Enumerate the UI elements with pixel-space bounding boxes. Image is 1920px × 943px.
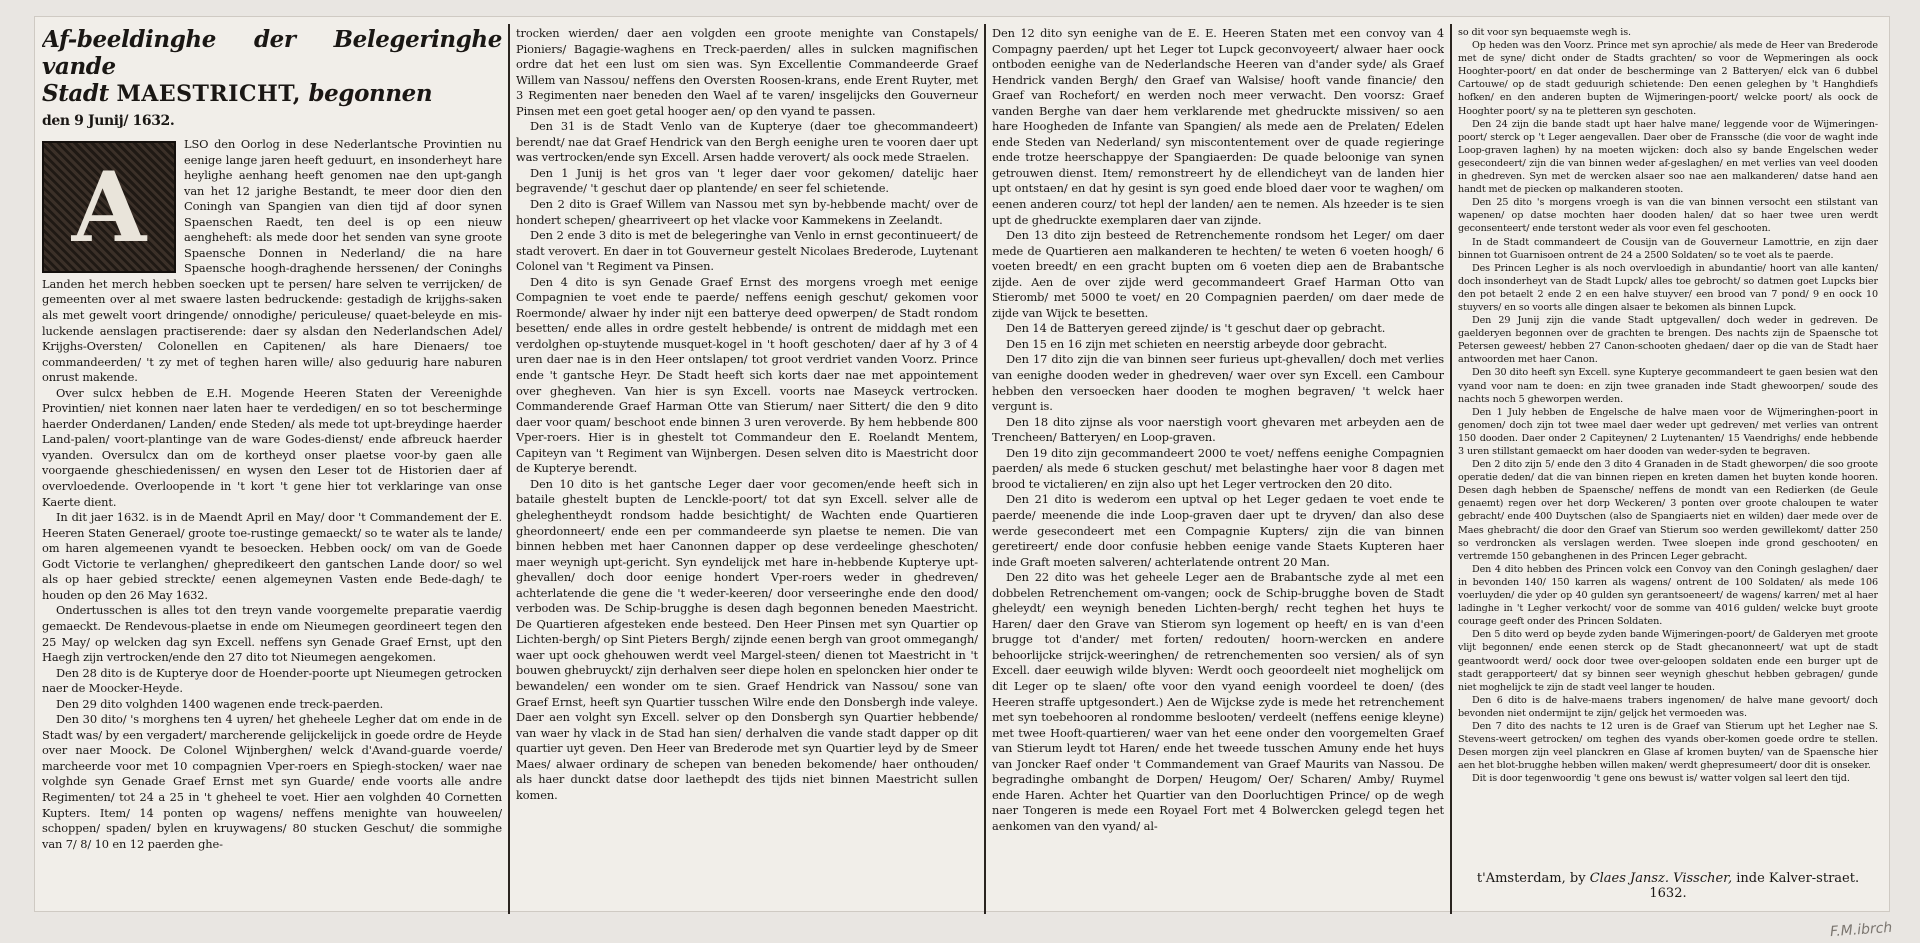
paragraph: Den 29 Junij zijn die vande Stadt uptgevallen/ doch weder in gedreven. De gaelderyen begonnen over de grachten te brengen. Des nachts zijn de Spaensche tot Petersen geweest/ hebben 27 Canon-schooten ghedaen/ daer op die van de Stadt haer antwoorden met haer Canon. (1458, 315, 1878, 366)
paragraph: Den 19 dito zijn gecommandeert 2000 te voet/ neffens eenighe Compagnien paerden/ als mede 6 stucken geschut/ met belastinghe haer voor 8 dagen met brood te victalieren/ en zijn also upt het Leger vertrocken den 20 dito. (992, 445, 1444, 491)
paragraph: Den 17 dito zijn die van binnen seer furieus upt-ghevallen/ doch met verlies van eenighe dooden weder in ghedreven/ waer over syn Excell. een Cambour hebben den versoecken haer dooden te moghen begraven/ 't welck haer vergunt is. (992, 352, 1444, 414)
paragraph: LSO den Oorlog in dese Nederlantsche Provintien nu eenige lange jaren heeft geduurt, en insonderheyt hare heylighe aenhang heeft genomen nae den upt-gangh van het 12 jarighe Bestandt, te meer door dien den Coningh van Spangien van dien tijd af door synen Spaenschen Raedt, ten deel is op een nieuw aengheheft: als mede door het senden van syne groote Spaensche Donnen in Nederland/ die na hare Spaensche hoogh-draghende herssenen/ der Coninghs Landen het merch hebben soecken upt te persen/ hare selven te verrijcken/ de gemeenten over al met swaere lasten bedruckende: gestadigh de krijghs-saken als met gewelt voort dringende/ onnodighe/ periculeuse/ quaet-beleyde en mis-luckende aenslagen practiserende: daer sy alsdan den Nederlandschen Adel/ Krijghs-Oversten/ Colonellen en Capitenen/ als hare Dienaers/ toe commandeerden/ 't zy met of teghen haren wille/ also geduurig hare naburen onrust makende. (42, 137, 502, 385)
title-line-1: Af-beeldinghe der Belegeringhe vande (42, 26, 502, 80)
paragraph: Den 4 dito is syn Genade Graef Ernst des morgens vroegh met eenige Compagnien te voet ende te paerde/ neffens eenigh geschut/ gekomen voor Roermonde/ alwaer hy inder nijt een batterye deed opwerpen/ de Stadt rondom besetten/ ende alles in ordre gestelt hebbende/ is ontrent de middagh met een verdolghen op-stuytende musquet-kogel in 't hooft geschoten/ daer af hy 3 of 4 uren daer nae is in den Heer ontslapen/ tot groot verdriet vanden Voorz. Prince ende 't gantsche Heyr. De Stadt heeft sich korts daer nae met appointement over ghegheven. Van hier is syn Excell. voorts nae Maseyck vertrocken. Commanderende Graef Harman Otte van Stierum/ naer Sittert/ die den 9 dito daer voor quam/ beschoot ende binnen 3 uren veroverde. By hem hebbende 800 Vper-roers. Hier is in ghestelt tot Commandeur den E. Roelandt Mentem, Capiteyn van 't Regiment van Wijnbergen. Desen selven dito is Maestricht door de Kupterye berendt. (516, 274, 978, 476)
title-date: den 9 Junij/ 1632. (42, 113, 175, 129)
page-title (42, 26, 502, 135)
paragraph: Den 2 dito is Graef Willem van Nassou met syn by-hebbende macht/ over de hondert schepen/ ghearriveert op het vlacke voor Kammekens in Zeelandt. (516, 197, 978, 227)
paragraph: Den 10 dito is het gantsche Leger daer voor gecomen/ende heeft sich in bataile ghestelt bupten de Lenckle-poort/ tot dat syn Excell. selver alle de gheleghentheydt rondsom hadde besichtight/ de Wachten ende Quartieren gheordonneert/ ende een per commandeerde syn plaetse te nemen. Die van binnen hebben met haer Canonnen dapper op dese verdeelinge gheschoten/ maer weynigh upt-gericht. Syn eyndelijck met hare in-hebbende Kupterye upt-ghevallen/ doch door eenige hondert Vper-roers weder in ghedreven/ achterlatende die gene die 't weder-keeren/ door verseeringhe ende den dood/ verboden was. De Schip-brugghe is desen dagh begonnen beneden Maestricht. De Quartieren afgesteken ende besteed. Den Heer Pinsen met syn Quartier op Lichten-bergh/ op Sint Pieters Bergh/ zijnde eenen bergh van groot ommegangh/ waer upt oock ghehouwen werdt veel Margel-steen/ dienen tot Maestricht in 't bouwen ghebruyckt/ zijn derhalven seer diepe holen en speloncken hier onder te bewandelen/ een wonder om te sien. Graef Hendrick van Nassou/ sone van Graef Ernst, heeft syn Quartier tusschen Wilre ende den Donsbergh inde valeye. Daer aen volght syn Excell. selver op den Donsbergh syn Quartier hebbende/ van waer hy vlack in de Stad han sien/ derhalven die vande stadt dapper op dit quartier uyt geven. Den Heer van Brederode met syn Quartier leyd by de Smeer Maes/ alwaer ordinary de schepen van beneden bekomende/ haer onthouden/ als haer dunckt datse door laethepdt des tijds niet binnen Maestricht sullen komen. (516, 476, 978, 802)
paragraph: Op heden was den Voorz. Prince met syn aprochie/ als mede de Heer van Brederode met de syne/ dicht onder de Stadts grachten/ so voor de Wepmeringen als oock Hooghter-poort/ en dat onder de bescherminge van 2 Batteryen/ elck van 6 dubbel Cartouwe/ op de stadt geduurigh schietende: Den eenen geleghen by 't Hanghdiefs hofken/ en den anderen bupten de Wijmeringen-poort/ welcke poort/ als oock de Hooghter poort/ sy na te pletteren syn geschoten. (1458, 40, 1878, 117)
handwritten-signature: F.M.ibrch (1829, 919, 1893, 941)
column-1 (42, 26, 502, 902)
publisher-name: Claes Jansz. Visscher, (1589, 871, 1733, 886)
paragraph: Den 2 ende 3 dito is met de belegeringhe van Venlo in ernst gecontinueert/ de stadt verovert. En daer in tot Gouverneur gestelt Nicolaes Brederode, Luytenant Colonel van 't Regiment va Pinsen. (516, 228, 978, 274)
paragraph: Des Princen Legher is als noch overvloedigh in abundantie/ hoort van alle kanten/ doch insonderheyt van de Stadt Lupck/ alles toe gebrocht/ so datmen goet Lupcks bier den pot betaelt 2 ende 2 en een halve stuyver/ een brood van 7 pond/ 9 en oock 10 stuyvers/ en so voorts alle dingen alsaer te bekomen als binnen Lupck. (1458, 262, 1878, 313)
paragraph: Den 22 dito was het geheele Leger aen de Brabantsche zyde al met een dobbelen Retrenchement om-vangen; oock de Schip-brugghe boven de Stadt gheleydt/ een weynigh beneden Lichten-bergh/ recht teghen het huys te Haren/ daer den Grave van Stierom syn logement op heeft/ en is van d'een brugge tot d'ander/ met forten/ redouten/ hoorn-wercken en andere behoorlijcke strijck-weeringhen/ de retrenchementen soo versien/ als of syn Excell. daer eeuwigh wilde blyven: Werdt ooch geoordeelt niet moghelijck om dit Leger op te slaen/ ofte voor den vyand eenigh voordeel te doen/ (des Heeren straffe uptgesondert.) Aen de Wijckse zyde is mede het retrenchement met syn toebehooren al rondomme beslooten/ verdeelt (neffens eenige kleyne) met twee Hooft-quartieren/ waer van het eene onder den voorgemelten Graef van Stierum leydt tot Haren/ ende het tweede tusschen Amuny ende het huys van Joncker Raef onder 't Commandement van Graef Maurits van Nassou. De begradinghe ombanght de Dorpen/ Heugom/ Oer/ Scharen/ Amby/ Ruymel ende Haren. Achter het Quartier van den Doorluchtigen Prince/ op de wegh naer Tongeren is mede een Royael Fort met 4 Bolwercken gelegd tegen het aenkomen van den vyand/ al- (992, 570, 1444, 833)
paragraph: Den 25 dito 's morgens vroegh is van die van binnen versocht een stilstant van wapenen/ op datse mochten haer dooden halen/ dat so haer twee uren werdt geconsenteert/ ende terstont weder als voor even fel geschooten. (1458, 197, 1878, 235)
column-divider (984, 24, 986, 914)
title-line-2: Stadt MAESTRICHT, begonnen (42, 80, 433, 107)
paragraph: Den 1 July hebben de Engelsche de halve maen voor de Wijmeringhen-poort in genomen/ doch zijn tot twee mael daer weder upt gedreven/ met verlies van ontrent 150 dooden. Daer onder 2 Capiteynen/ 2 Luytenanten/ 15 Vaendrighs/ ende hebbende 3 uren stillstant gemaeckt om haer dooden van weder-syden te begraven. (1458, 406, 1878, 457)
column-divider (508, 24, 510, 914)
paragraph: Den 18 dito zijnse als voor naerstigh voort ghevaren met arbeyden aen de Trencheen/ Batteryen/ en Loop-graven. (992, 414, 1444, 445)
publisher-imprint: t'Amsterdam, by Claes Jansz. Visscher, inde Kalver-straet. 1632. (1476, 871, 1860, 901)
paragraph: so dit voor syn bequaemste wegh is. (1458, 27, 1631, 38)
paragraph: Ondertusschen is alles tot den treyn vande voorgemelte preparatie vaerdig gemaeckt. De Rendevous-plaetse in ende om Nieumegen geordineert tegen den 25 May/ op welcken dag syn Excell. neffens syn Genade Graef Ernst, upt den Haegh zijn vertrocken/ende den 27 dito tot Nieumegen aengekomen. (42, 603, 502, 665)
paragraph: Den 31 is de Stadt Venlo van de Kupterye (daer toe ghecommandeert) berendt/ nae dat Graef Hendrick van den Bergh eenighe uren te vooren daer upt was vertrocken/ende syn Excell. Arsen hadde verovert/ als oock mede Straelen. (516, 119, 978, 165)
city-name: MAESTRICHT, (116, 81, 301, 107)
paragraph: Den 12 dito syn eenighe van de E. E. Heeren Staten met een convoy van 4 Compagny paerden/ upt het Leger tot Lupck geconvoyeert/ alwaer haer oock ontboden eenighe van de Nederlandsche Heeren van d'ander syde/ als Graef Hendrick vanden Bergh/ den Graef van Walsise/ hooft vande financie/ den Graef van Rochefort/ en werden noch meer verwacht. Den voorsz: Graef vanden Berghe van daer hem verklarende met ghedruckte missiven/ so aen hare Hoogheden de Infante van Spangien/ als mede aen de Prelaten/ Edelen ende Steden van Nederland/ syn miscontentement over de quade regieringe ende trotze heerschappye der Spangiaerden: De quade beloonige van synen getrouwen dienst. Item/ remonstreert hy de ellendicheyt van de landen hier upt ontstaen/ en dat hy gesint is syn goed ende bloed daer voor te waghen/ om eenen anderen courz/ tot hepl der landen/ aen te nemen. Als hzeeder is te sien upt de ghedruckte exemplaren daer van zijnde. (992, 26, 1444, 227)
paragraph: In de Stadt commandeert de Cousijn van de Gouverneur Lamottrie, en zijn daer binnen tot Guarnisoen ontrent de 24 a 2500 Soldaten/ so te voet als te paerde. (1458, 236, 1878, 261)
paragraph: Den 30 dito/ 's morghens ten 4 uyren/ het gheheele Legher dat om ende in de Stadt was/ by een vergadert/ marcherende gelijckelijck in goede ordre de Heyde over naer Moock. De Colonel Wijnberghen/ welck d'Avand-guarde voerde/ marcheerde voor met 10 compagnien Vper-roers en Spiegh-stocken/ waer nae volghde syn Genade Graef Ernst met syn Guarde/ ende voorts alle andre Regimenten/ tot 24 a 25 in 't gheheel te voet. Hier aen volghden 40 Cornetten Kupters. Item/ 14 ponten op wagens/ neffens menighte van houweelen/ schoppen/ spaden/ bylen en kruywagens/ 80 stucken Geschut/ die sommighe van 7/ 8/ 10 en 12 paerden ghe- (42, 712, 502, 851)
column-4 (1458, 26, 1878, 864)
column-2 (516, 26, 978, 902)
column-divider (1450, 24, 1452, 914)
paragraph: Den 13 dito zijn besteed de Retrenchemente rondsom het Leger/ om daer mede de Quartieren aen malkanderen te hechten/ te weten 6 voeten hoogh/ 6 voeten breedt/ en een gracht bupten om 6 voeten diep aen de Brabantsche zijde. Aen de over zijde werd gecommandeert Graef Harman Otto van Stieromb/ met 5000 te voet/ en 20 Compagnien paerden/ om daer mede de zijde van Wijck te besetten. (992, 228, 1444, 320)
paragraph: Den 4 dito hebben des Princen volck een Convoy van den Coningh geslaghen/ daer in bevonden 140/ 150 karren als wagens/ ontrent de 100 Soldaten/ als mede 106 voerluyden/ die yder op 40 gulden syn gerantsoeneert/ de wagens/ karren/ met al haer ladinghe in 't Legher verkocht/ voor de somme van 4016 gulden/ welcke buyt groote courage geeft onder des Princen Soldaten. (1458, 563, 1878, 628)
paragraph: Den 5 dito werd op beyde zyden bande Wijmeringen-poort/ de Galderyen met groote vlijt begonnen/ ende eenen sterck op de Stadt ghecanonneert/ wat upt de stadt geantwoordt werd/ oock door twee over-geloopen soldaten ende een burger upt de stadt gerapporteert/ dat sy binnen seer weynigh gheschut hebben gebragen/ gunde niet moghelijck te zijn de stadt veel langer te houden. (1458, 629, 1878, 693)
paragraph: Den 15 en 16 zijn met schieten en neerstig arbeyde door gebracht. (1006, 336, 1388, 351)
paragraph: Den 24 zijn die bande stadt upt haer halve mane/ leggende voor de Wijmeringen-poort/ sterck op 't Leger aengevallen. Daer ober de Franssche (die voor de waght inde Loop-graven laghen) hy na moeten wijcken: doch also sy bande Engelschen weder gesecondeert/ zijn die van binnen weder af-geslaghen/ en met verlies van veel dooden in ghedreven. Syn met de wercken alsaer soo nae aen malkanderen/ datse hand aen handt met de piecken op malkanderen stooten. (1458, 118, 1878, 196)
paragraph: trocken wierden/ daer aen volgden een groote menighte van Constapels/ Pioniers/ Bagagie-waghens en Treck-paerden/ alles in sulcken magnifischen ordre dat het een lust om sien was. Syn Excellentie Commandeerde Graef Willem van Nassou/ neffens den Oversten Roosen-krans, ende Erent Ruyter, met 3 Regimenten naer beneden den Wael af te varen/ insgelijcks den Gouverneur Pinsen met een goet getal hooger aen/ op den vyand te passen. (516, 26, 978, 118)
paragraph: Den 7 dito des nachts te 12 uren is de Graef van Stierum upt het Legher nae S. Stevens-weert getrocken/ om teghen des vyands ober-komen goede ordre te stellen. Desen morgen zijn veel planckren en Glase af kromen buyten/ van de Spaensche hier aen het blot-brugghe hebben willen maken/ werdt ghepresumeert/ door dit is onseker. (1458, 720, 1878, 772)
paragraph: Den 30 dito heeft syn Excell. syne Kupterye gecommandeert te gaen besien wat den vyand voor nam te doen: en zijn twee granaden inde Stadt ghewoorpen/ soude des nachts noch 5 gheworpen werden. (1458, 367, 1878, 405)
paragraph: Den 14 de Batteryen gereed zijnde/ is 't geschut daer op gebracht. (1006, 321, 1386, 336)
decorated-initial: A (42, 141, 176, 273)
column-3 (992, 26, 1444, 902)
paragraph: Over sulcx hebben de E.H. Mogende Heeren Staten der Vereenighde Provintien/ niet konnen naer laten haer te verdedigen/ en so tot bescherminge haerder Onderdanen/ Landen/ ende Steden/ als mede tot upt-breydinge haerder Land-palen/ voort-plantinge van de ware Godes-dienst/ ende afbreuck haerder vyanden. Oversulcx dan om de kortheyd onser plaetse voor-by gaen alle voorgaende gheschiedenissen/ en wysen den Leser tot de Historien daer af overvloedende. Overloopende in 't kort 't gene hier tot verklaringe van onse Kaerte dient. (42, 385, 502, 509)
paragraph: Den 21 dito is wederom een uptval op het Leger gedaen te voet ende te paerde/ meenende die inde Loop-graven daer upt te dryven/ dan also dese werde gesecondeert met een Compagnie Kupters/ zijn die van binnen geretireert/ ende door confusie hebben eenige vande Staets Kupteren haer inde Graft moeten salveren/ achterlatende ontrent 20 Man. (992, 492, 1444, 569)
paragraph: Den 28 dito is de Kupterye door de Hoender-poorte upt Nieumegen getrocken naer de Moocker-Heyde. (42, 665, 502, 696)
paragraph: Den 6 dito is de halve-maens trabers ingenomen/ de halve mane gevoort/ doch bevonden niet ondermijnt te zijn/ geljck het vermoeden was. (1458, 694, 1878, 719)
paragraph: Den 1 Junij is het gros van 't leger daer voor gekomen/ datelijc haer begravende/ 't geschut daer op plantende/ en seer fel schietende. (516, 165, 978, 196)
paragraph: Dit is door tegenwoordig 't gene ons bewust is/ watter volgen sal leert den tijd. (1472, 773, 1850, 785)
paragraph: In dit jaer 1632. is in de Maendt April en May/ door 't Commandement der E. Heeren Staten Generael/ groote toe-rustinge gemaeckt/ so te water als te lande/ om haren algemeenen vyandt te besoecken. Hebben oock/ om van de Goede Godt Victorie te verlanghen/ ghepredikeert den gantschen Lande door/ so wel als op haer gebied streckte/ eenen algemeynen Vasten ende Bede-dagh/ te houden op den 26 May 1632. (42, 510, 502, 602)
paragraph: Den 29 dito volghden 1400 wagenen ende treck-paerden. (56, 696, 384, 711)
paragraph: Den 2 dito zijn 5/ ende den 3 dito 4 Granaden in de Stadt gheworpen/ die soo groote operatie deden/ dat die van binnen riepen en kreten damen het buyten konde hooren. Desen dagh hebben de Spaensche/ neffens de mondt van een Redierken (de Geule genaemt) regen over het dorp Weckeren/ 3 ponten over groote chaloupen te water gebracht/ ende 400 Duytschen (also de Spangiaerts niet en wilden) daer mede over de Maes ghebracht/ die door den Graef van Stierum soo werden gewillekomt/ datter 250 so verdroncken als verslagen werden. Twee sloepen inde grond geschooten/ en vertremde 150 gebanghenen in des Princen Leger gebracht. (1458, 459, 1878, 562)
broadsheet (34, 16, 1890, 912)
